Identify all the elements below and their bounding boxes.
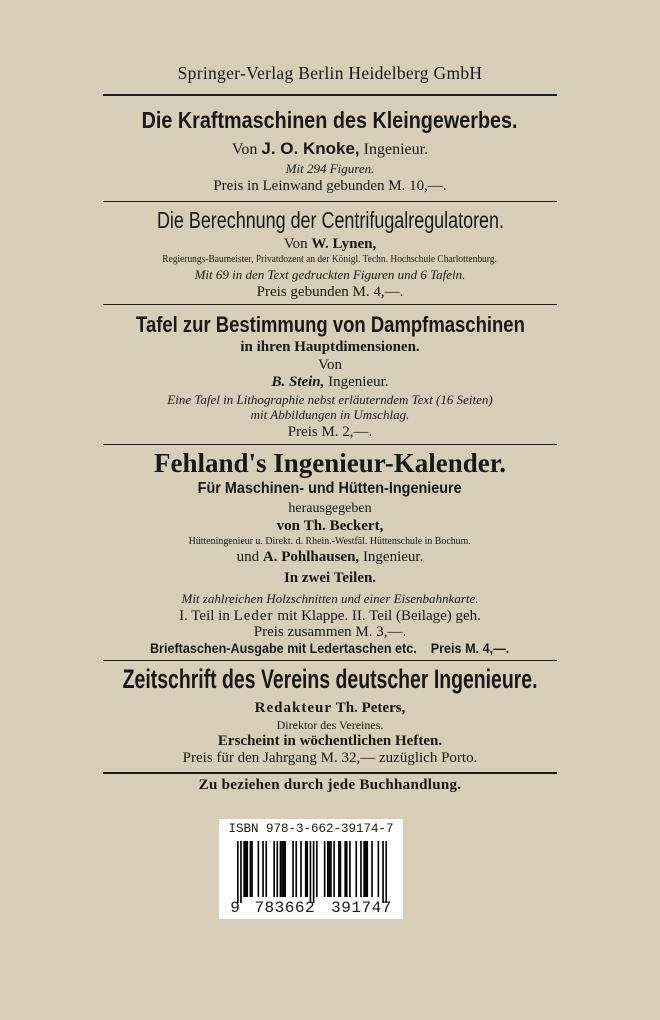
- barcode-bar: [366, 841, 368, 897]
- barcode-left-digits: 783662: [254, 899, 316, 917]
- barcode-bar: [306, 841, 308, 897]
- book4-illustrations: Mit zahlreichen Holzschnitten und einer Eisenbahnkarte.: [181, 591, 479, 606]
- book5-price: Preis für den Jahrgang M. 32,— zuzüglich Porto.: [182, 750, 478, 766]
- book1-role: Ingenieur.: [363, 141, 429, 158]
- book2-figures: Mit 69 in den Text gedruckten Figuren und 6 Tafeln.: [194, 267, 466, 282]
- book2-title: Die Berechnung der Centrifugalregulatoren.: [156, 207, 504, 233]
- barcode-bar: [365, 841, 367, 897]
- barcode-bar: [363, 841, 365, 897]
- book4-edited: herausgegeben: [288, 501, 372, 516]
- barcode-bar: [360, 841, 362, 897]
- book4-price-total: Preis zusammen M. 3,—.: [253, 624, 407, 640]
- barcode-bar: [330, 841, 332, 897]
- book3-description-2: mit Abbildungen in Umschlag.: [250, 407, 410, 422]
- footer-availability: Zu beziehen durch jede Buchhandlung.: [198, 777, 462, 793]
- book4-parts: In zwei Teilen.: [283, 570, 377, 586]
- barcode-bar: [378, 841, 380, 897]
- barcode-bar: [276, 841, 278, 897]
- book1-by: Von: [231, 141, 258, 158]
- book4-subtitle: Für Maschinen- und Hütten-Ingenieure: [197, 480, 463, 497]
- isbn-label: ISBN 978-3-662-39174-7: [228, 822, 394, 836]
- book3-description-1: Eine Tafel in Lithographie nebst erläuterndem Text (16 Seiten): [167, 392, 493, 407]
- book1-title: Die Kraftmaschinen des Kleingewerbes.: [142, 107, 518, 133]
- book4-editor1-line: [0, 518, 660, 535]
- book4-editor2-role: Ingenieur.: [362, 549, 424, 565]
- book3-byline: [0, 374, 660, 391]
- barcode-bar: [385, 841, 387, 903]
- book4-wallet-edition: Brieftaschen-Ausgabe mit Ledertaschen etc.: [150, 640, 418, 656]
- barcode-bar: [284, 841, 286, 897]
- divider: [103, 660, 557, 661]
- book4-editor2-line: [0, 549, 660, 566]
- book4-title: Fehland's Ingenieur-Kalender.: [153, 448, 507, 478]
- barcode-bar: [292, 841, 294, 897]
- barcode-bar: [245, 841, 247, 897]
- book3-subtitle: in ihren Hauptdimensionen.: [240, 339, 420, 355]
- divider: [103, 772, 557, 774]
- divider: [103, 444, 557, 445]
- book4-wallet-line: [150, 640, 509, 656]
- book4-editor1-credentials: Hütteningenieur u. Direkt. d. Rhein.-Westfäl. Hüttenschule in Bochum.: [188, 535, 472, 547]
- barcode-bar: [310, 841, 312, 903]
- barcode-lead-digit: 9: [230, 899, 241, 917]
- book5-editor-role: Direktor des Vereines.: [276, 718, 384, 732]
- book5-editor-line: [0, 700, 660, 717]
- isbn-barcode: [219, 819, 403, 919]
- barcode-bar: [324, 841, 326, 897]
- book3-by: Von: [318, 357, 342, 373]
- book3-title: Tafel zur Bestimmung von Dampfmaschinen: [135, 312, 525, 337]
- book4-parts-desc-b: mit Klappe. II. Teil (Beilage) geh.: [277, 608, 481, 624]
- book4-and: und: [236, 549, 260, 565]
- book1-author: J. O. Knoke,: [261, 139, 360, 158]
- barcode-bar: [327, 841, 329, 897]
- barcode-bar: [251, 841, 253, 897]
- barcode-right-digits: 391747: [331, 899, 392, 917]
- book1-figures: Mit 294 Figuren.: [285, 161, 375, 176]
- book1-byline: [0, 139, 660, 159]
- barcode-bar: [329, 841, 331, 897]
- book5-editor: Th. Peters,: [335, 700, 406, 716]
- barcode-bar: [237, 841, 239, 903]
- barcode-bar: [300, 841, 302, 897]
- barcode-bar: [280, 841, 282, 897]
- barcode-bar: [338, 841, 340, 897]
- book3-author: B. Stein,: [271, 374, 325, 390]
- barcode-digits: [219, 899, 403, 917]
- barcode-bar: [258, 841, 260, 897]
- book4-editor2: A. Pohlhausen,: [262, 549, 360, 565]
- book2-price: Preis gebunden M. 4,—.: [256, 284, 404, 300]
- book5-frequency: Erscheint in wöchentlichen Heften.: [217, 733, 443, 749]
- barcode-bar: [346, 841, 348, 897]
- barcode-bar: [295, 841, 297, 897]
- barcode-bar: [340, 841, 342, 897]
- book3-role: Ingenieur.: [328, 374, 389, 390]
- barcode-bar: [283, 841, 285, 897]
- book4-by: von: [276, 518, 300, 534]
- barcode-bar: [240, 841, 242, 903]
- barcode-bar: [349, 841, 351, 897]
- book1-price: Preis in Leinwand gebunden M. 10,—.: [213, 178, 447, 194]
- barcode-bars: [237, 841, 387, 903]
- book4-parts-description: [0, 608, 660, 625]
- book5-editor-label: Redakteur: [254, 700, 332, 716]
- barcode-bar: [305, 841, 307, 897]
- barcode-bar: [246, 841, 248, 897]
- barcode-bar: [273, 841, 275, 897]
- book4-editor1: Th. Beckert,: [303, 518, 384, 534]
- barcode-bar: [344, 841, 346, 897]
- divider: [103, 201, 557, 202]
- barcode-bar: [333, 841, 335, 897]
- barcode-bar: [382, 841, 384, 903]
- divider: [103, 94, 557, 96]
- barcode-bar: [262, 841, 264, 897]
- book4-wallet-price: Preis M. 4,—.: [431, 640, 510, 656]
- book2-byline: [0, 236, 660, 253]
- book5-title: Zeitschrift des Vereins deutscher Ingenieure.: [122, 664, 538, 694]
- barcode-bar: [316, 841, 318, 897]
- book3-price: Preis M. 2,—.: [287, 424, 373, 440]
- barcode-bar: [265, 841, 267, 897]
- barcode-bar: [250, 841, 252, 897]
- book2-by: Von: [283, 236, 308, 252]
- barcode-bar: [281, 841, 283, 897]
- publisher-name: Springer-Verlag Berlin Heidelberg GmbH: [177, 63, 483, 83]
- book4-parts-desc-leder: Leder: [233, 608, 274, 624]
- barcode-bar: [313, 841, 315, 903]
- divider: [103, 304, 557, 305]
- barcode-bar: [355, 841, 357, 897]
- book4-parts-desc-a: I. Teil in: [179, 608, 230, 624]
- book2-author: W. Lynen,: [311, 236, 377, 252]
- barcode-bar: [243, 841, 245, 897]
- book2-credentials: Regierungs-Baumeister, Privatdozent an der Königl. Techn. Hochschule Charlottenburg.: [162, 253, 498, 265]
- barcode-bar: [371, 841, 373, 897]
